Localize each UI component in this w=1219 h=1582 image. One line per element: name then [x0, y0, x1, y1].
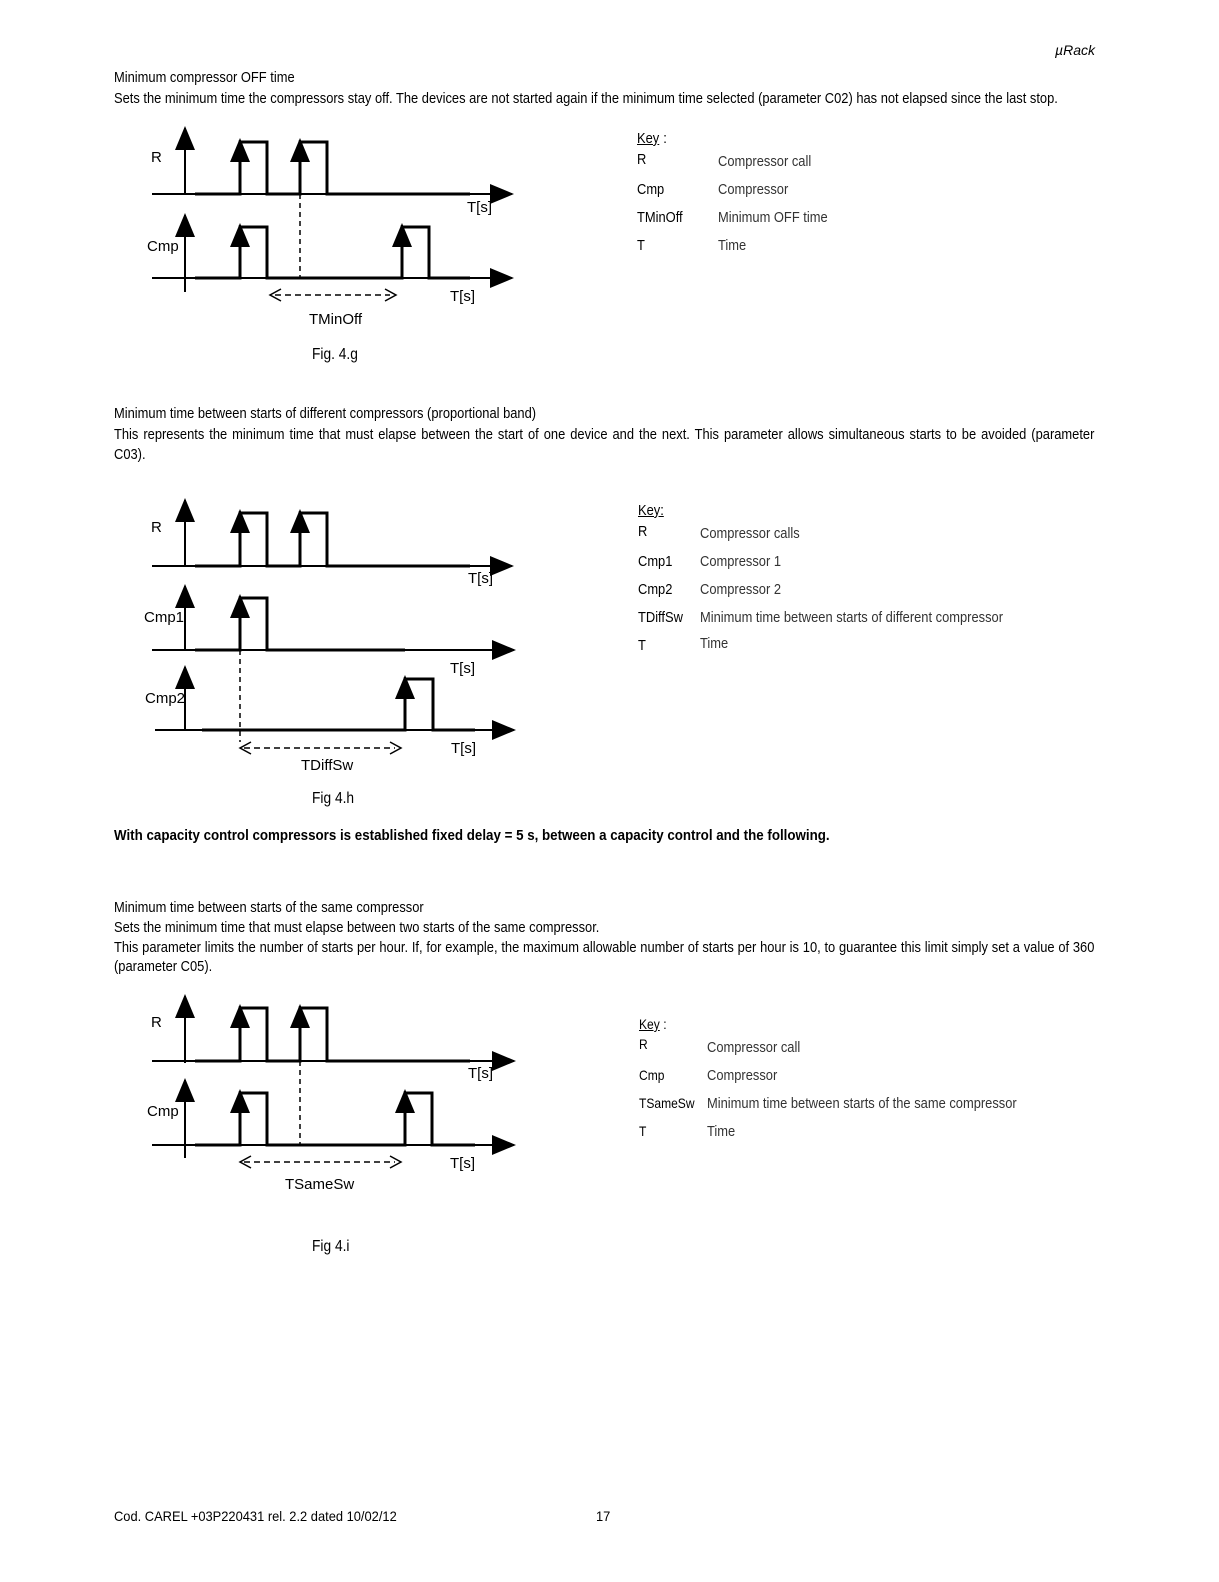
key-symbol: R	[638, 523, 648, 540]
figure-4h-diagram	[140, 492, 540, 782]
cmp-signal	[195, 1093, 475, 1145]
key-description: Minimum time between starts of different compressor	[700, 609, 1004, 626]
label-cmp2: Cmp2	[145, 690, 186, 707]
figure-4i-diagram	[140, 988, 540, 1198]
key-description: Time	[718, 237, 747, 254]
r-signal	[195, 142, 470, 194]
r-signal	[195, 513, 470, 566]
section2-title: Minimum time between starts of different compressors (proportional band)	[114, 405, 537, 422]
key-description: Compressor call	[707, 1039, 801, 1056]
key-description: Compressor 1	[700, 553, 782, 570]
key-description: Compressor call	[718, 153, 812, 170]
key-title: Key	[639, 1016, 660, 1032]
capacity-control-note: With capacity control compressors is established fixed delay = 5 s, between a capacity control and the following.	[114, 828, 830, 844]
key-symbol: R	[637, 151, 647, 168]
key-description: Compressor	[718, 181, 789, 198]
section3-paragraph: Sets the minimum time that must elapse between two starts of the same compressor. This parameter limits the number of starts per hour. If, for example, the maximum allowable number of starts per hour is 10, to guarantee this limit simply set a value of 360 (parameter C05).	[114, 919, 1095, 975]
label-cmp1: Cmp1	[144, 609, 185, 626]
key-symbol: T	[637, 237, 645, 254]
fig-4g-caption: Fig. 4.g	[312, 346, 358, 363]
key-description: Minimum time between starts of the same compressor	[707, 1095, 1017, 1112]
label-r: R	[151, 1014, 162, 1031]
param-c02: C02	[824, 90, 849, 107]
fig-4h-caption: Fig 4.h	[312, 790, 355, 807]
key-description: Time	[707, 1123, 736, 1140]
key-description: Compressor calls	[700, 525, 800, 542]
section1-paragraph: Sets the minimum time the compressors stay off. The devices are not started again if the minimum time selected (parameter C02) has not elapsed since the last stop.	[114, 90, 1058, 107]
r-signal	[195, 1008, 470, 1061]
fig-4i-caption: Fig 4.i	[312, 1238, 350, 1255]
key-title: Key:	[638, 502, 664, 519]
key-description: Compressor	[707, 1067, 778, 1084]
key-description: Minimum OFF time	[718, 209, 828, 226]
key-description: Compressor 2	[700, 581, 782, 598]
key-fig-4g: Key : R Compressor call Cmp Compressor TMinOff Minimum OFF time T Time	[637, 130, 828, 254]
key-fig-4i: Key : R Compressor call Cmp Compressor TSameSw Minimum time between starts of the same compressor T Time	[639, 1016, 1017, 1140]
label-tdiffsw: TDiffSw	[301, 757, 354, 774]
label-tsamesw: TSameSw	[285, 1176, 355, 1193]
section1-title: Minimum compressor OFF time	[114, 69, 295, 86]
cmp2-signal	[202, 679, 475, 730]
key-symbol: Cmp	[639, 1067, 665, 1083]
label-r: R	[151, 519, 162, 536]
key-symbol: Cmp2	[638, 581, 673, 598]
figure-4g-diagram	[140, 120, 540, 330]
key-symbol: T	[639, 1123, 647, 1139]
cmp1-signal	[195, 598, 405, 650]
footer-code: Cod. CAREL +03P220431 rel. 2.2 dated 10/02/12	[114, 1508, 397, 1524]
key-symbol: TMinOff	[637, 209, 683, 226]
key-description: Time	[700, 635, 729, 652]
key-title: Key	[637, 130, 660, 147]
key-symbol: Cmp1	[638, 553, 673, 570]
label-t-2: T[s]	[450, 1155, 475, 1172]
key-symbol: R	[639, 1036, 648, 1052]
section3-title: Minimum time between starts of the same compressor	[114, 899, 424, 916]
label-t-2: T[s]	[450, 660, 475, 677]
key-symbol: Cmp	[637, 181, 665, 198]
key-fig-4h	[638, 502, 1004, 654]
label-cmp: Cmp	[147, 238, 179, 255]
section2-paragraph: This represents the minimum time that must elapse between the start of one device and the next. This parameter allows simultaneous starts to be avoided (parameter C03).	[114, 426, 1095, 463]
brand-header: µRack	[1055, 42, 1095, 58]
label-t-1: T[s]	[468, 1065, 493, 1082]
cmp-signal	[195, 227, 470, 278]
key-symbol: TSameSw	[639, 1095, 695, 1111]
label-r: R	[151, 149, 162, 166]
label-tminoff: TMinOff	[309, 311, 363, 328]
page-number: 17	[596, 1508, 611, 1524]
label-cmp: Cmp	[147, 1103, 179, 1120]
key-symbol: TDiffSw	[638, 609, 683, 626]
label-t-3: T[s]	[451, 740, 476, 757]
label-t-1: T[s]	[467, 199, 492, 216]
label-t-2: T[s]	[450, 288, 475, 305]
key-symbol: T	[638, 637, 646, 654]
label-t-1: T[s]	[468, 570, 493, 587]
